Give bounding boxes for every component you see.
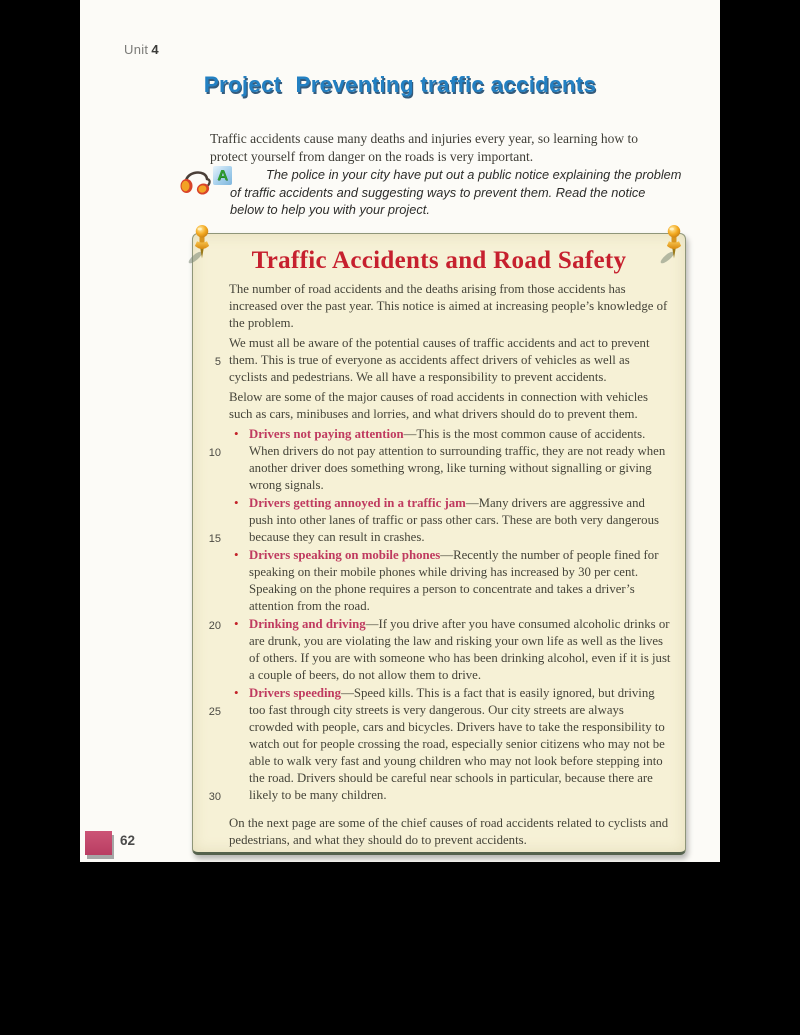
page-title (80, 72, 720, 98)
intro-paragraph: Traffic accidents cause many deaths and injuries every year, so learning how to protect yourself from danger on the roads is very important. (210, 130, 638, 164)
bullet-text: —If you drive after you have consumed alcoholic drinks or are drunk, you are violating the law and risking your own life as well as the lives of others. If you are with someone who has been drinking alcohol, even if it is just a couple of beers, do not allow them to drive. (249, 617, 671, 682)
page-number: 62 (120, 833, 136, 848)
bullet-text: —This is the most common cause of accidents. When drivers do not pay attention to surrounding traffic, they are not ready when another driver does something wrong, like turning without signalling or giving wrong signals. (249, 427, 666, 492)
margin-line-number: 10 (208, 447, 221, 459)
margin-line-number: 20 (208, 620, 221, 632)
bullet-item (208, 426, 671, 494)
notice-body (208, 281, 671, 849)
bullet-dot: • (234, 426, 239, 441)
margin-line-number: 30 (208, 791, 221, 803)
margin-line-number: 15 (208, 533, 221, 545)
page-number-tab (85, 831, 112, 855)
bullet-dot: • (234, 685, 239, 700)
closing-paragraph: On the next page are some of the chief causes of road accidents related to cyclists and pedestrians, and what they should do to prevent accidents. (229, 816, 669, 847)
notice-title: Traffic Accidents and Road Safety (251, 247, 627, 274)
bullet-heading: Drivers speaking on mobile phones (249, 548, 441, 562)
bullet-heading: Drivers not paying attention (249, 427, 404, 441)
notice-paragraph (229, 281, 671, 332)
textbook-page (80, 0, 720, 862)
notice-paragraph (229, 389, 671, 423)
unit-number: 4 (151, 42, 159, 57)
task-instruction (217, 166, 682, 219)
margin-line-number: 25 (208, 706, 221, 718)
bullet-item (208, 495, 671, 546)
bullet-dot: • (234, 547, 239, 562)
bullet-dot: • (234, 616, 239, 631)
paragraph-text: The number of road accidents and the deaths arising from those accidents has increased over the past year. This notice is aimed at increasing people’s knowledge of the problem. (229, 282, 668, 330)
unit-header (124, 42, 159, 57)
notice-paragraphs (214, 281, 671, 423)
bullet-text: —Many drivers are aggressive and push into other lanes of traffic or pass other cars. These are both very dangerous because they can result in crashes. (249, 496, 659, 544)
pushpin-icon (659, 224, 689, 266)
page-title-text: Preventing traffic accidents (295, 72, 597, 97)
bullet-heading: Drivers speeding (249, 686, 342, 700)
unit-label: Unit (124, 42, 149, 57)
notice-board (192, 233, 686, 855)
bullet-text: —Recently the number of people fined for speaking on their mobile phones while driving has increased by 30 per cent. Speaking on the phone requires a person to concentrate and takes a driver’s attention from the road. (249, 548, 659, 613)
bullet-item (208, 685, 671, 804)
paragraph-text: Below are some of the major causes of road accidents in connection with vehicles such as cars, minibuses and lorries, and what drivers should do to prevent them. (229, 390, 648, 421)
section-a-badge: A (213, 166, 232, 185)
notice-bullet-list (208, 426, 671, 804)
paragraph-text: We must all be aware of the potential causes of traffic accidents and act to prevent them. This is true of everyone as accidents affect drivers of vehicles as well as cyclists and pedestrians. We all have a responsibility to prevent accidents. (229, 336, 650, 384)
bullet-text: —Speed kills. This is a fact that is easily ignored, but driving too fast through city streets is very dangerous. Our city streets are always crowded with people, cars and bicycles. Drivers have to take the responsibility to watch out for people crossing the road, especially senior citizens who may not be able to walk very fast and young children who may not look before stepping into the road. Drivers should be careful near schools in particular, because there are likely to be many children. (249, 686, 665, 802)
headphones-icon (178, 164, 214, 196)
bullet-dot: • (234, 495, 239, 510)
margin-line-number: 5 (214, 356, 221, 368)
bullet-heading: Drinking and driving (249, 617, 366, 631)
pushpin-icon (187, 224, 217, 266)
page-title-keyword: Project (203, 72, 282, 97)
bullet-item (208, 616, 671, 684)
bullet-item (229, 547, 671, 615)
bullet-heading: Drivers getting annoyed in a traffic jam (249, 496, 466, 510)
notice-paragraph (214, 335, 671, 386)
task-text: The police in your city have put out a public notice explaining the problem of traffic accidents and suggesting ways to prevent them. Read the notice below to help you with your project. (230, 167, 682, 217)
